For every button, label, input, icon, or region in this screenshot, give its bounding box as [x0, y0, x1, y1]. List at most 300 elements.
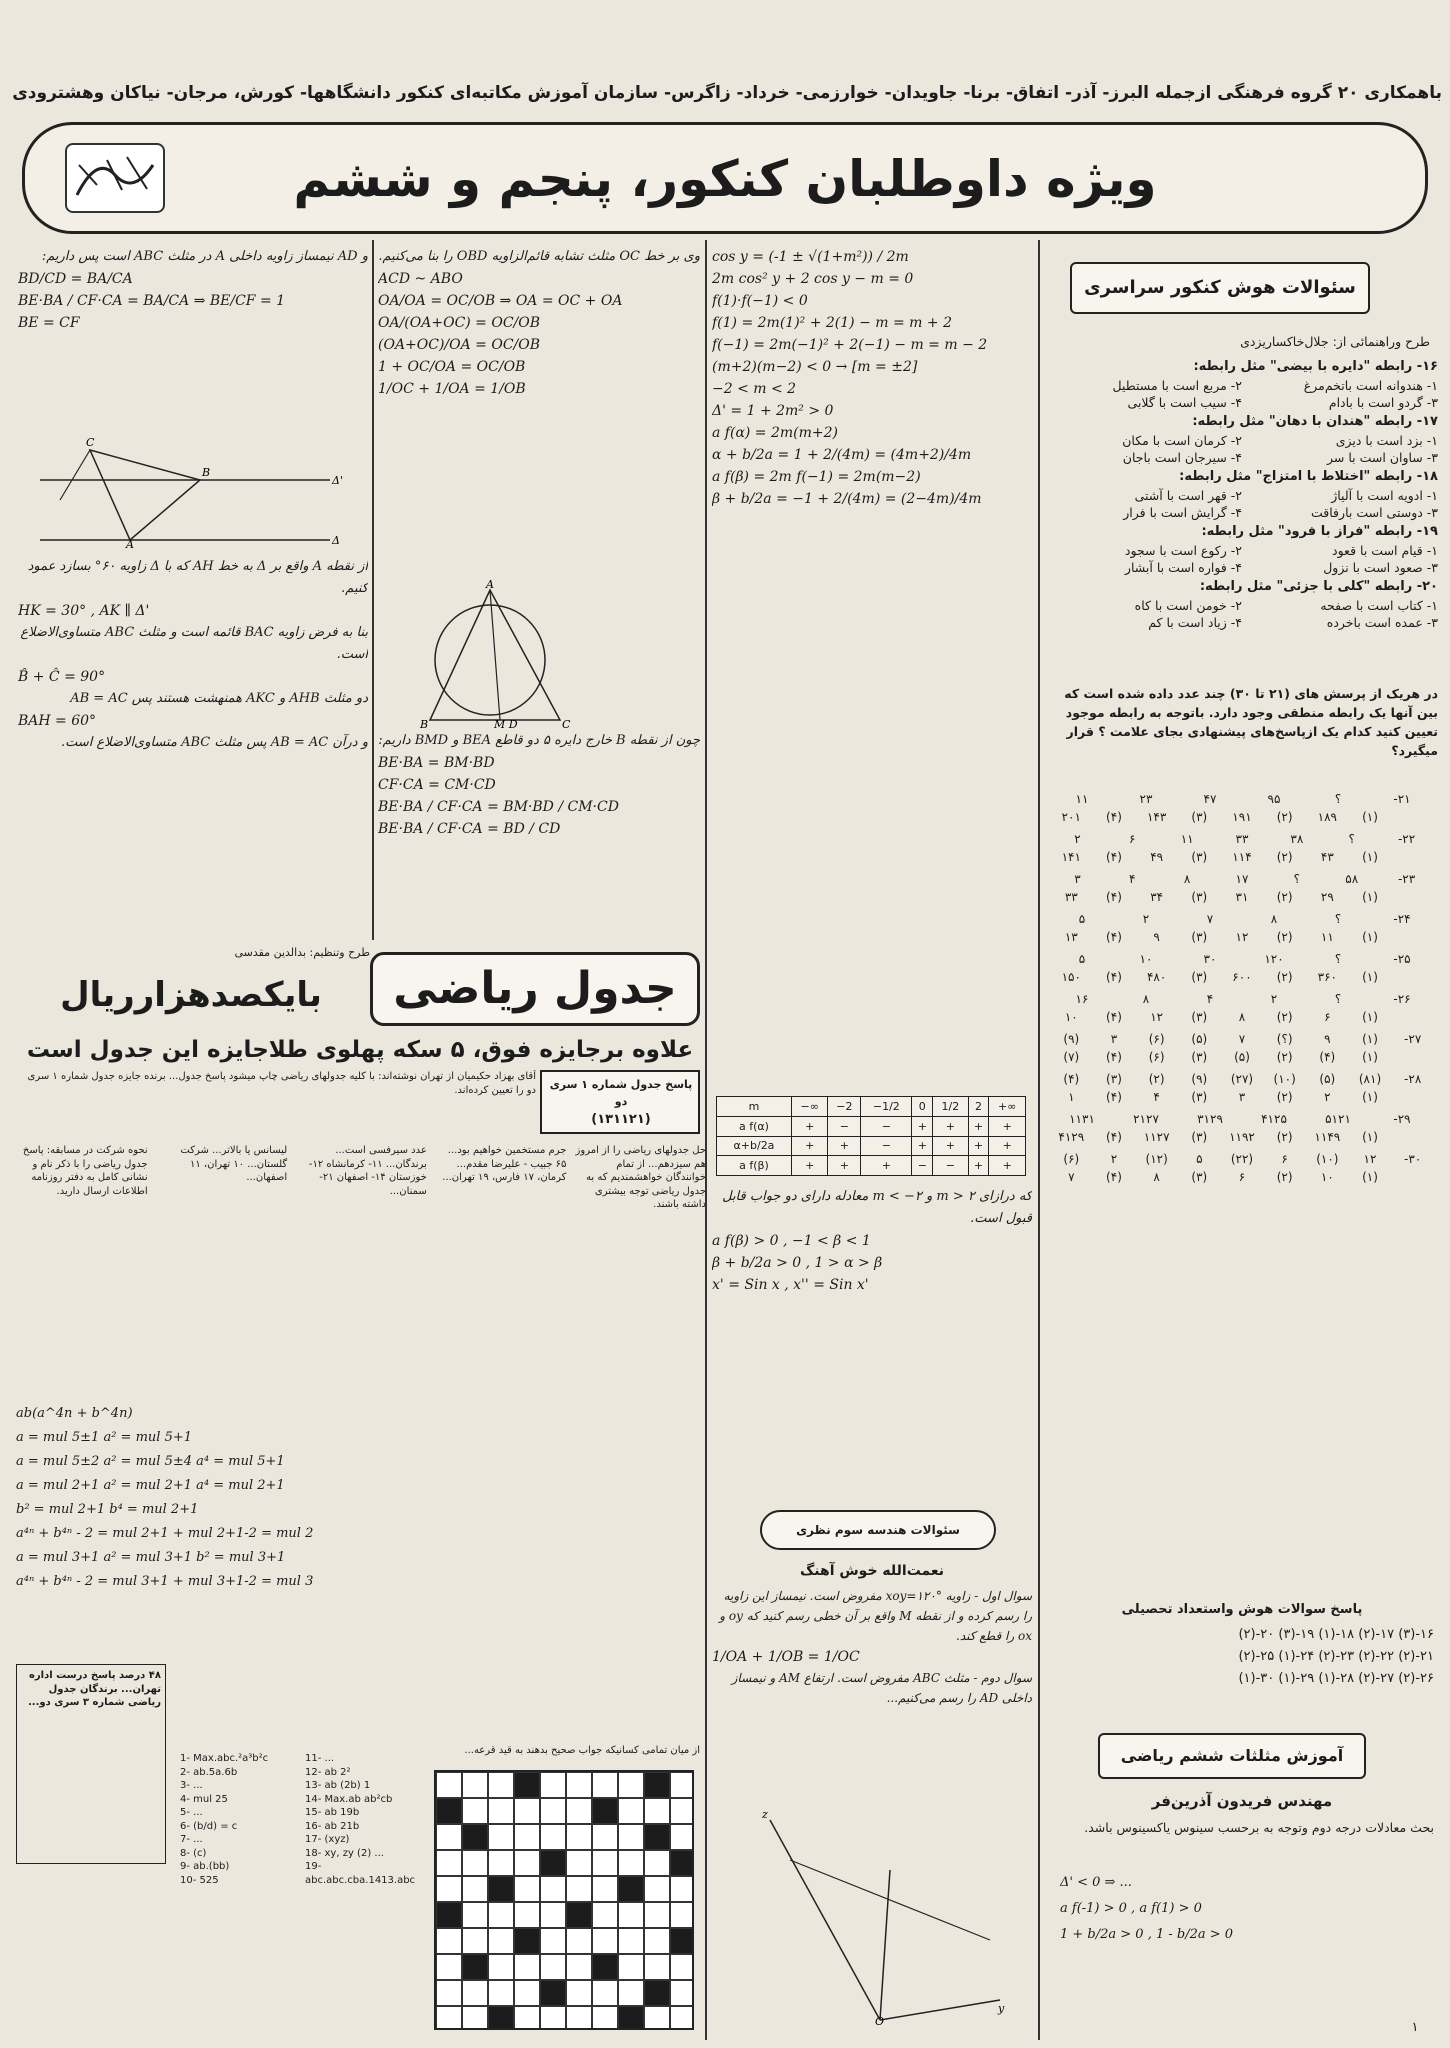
trig-lead: بحث معادلات درجه دوم وتوجه به برحسب سینوس یاکسینوس باشد. [1084, 1820, 1434, 1835]
crossword-cell[interactable] [436, 1876, 462, 1902]
crossword-cell[interactable] [644, 1954, 670, 1980]
answer-option: ۳- ساوان است با سر [1327, 450, 1438, 465]
crossword-cell[interactable] [644, 1798, 670, 1824]
crossword-cell[interactable] [618, 2006, 644, 2030]
number-cell [1391, 1008, 1434, 1026]
handwritten-solution-col2: وی بر خط OC مثلث تشابه قائم‌الزاویه OBD را بنا می‌کنیم. ACD ~ ABO OA/OA = OC/OB ⇒ OA = OC + OA OA/(OA+OC) = OC/OB (OA+OC)/OA = OC/OB 1 + OC/OA = OC/OB 1/OC + 1/OA = 1/OB [378, 249, 700, 397]
number-cell: ۴۹ [1150, 850, 1164, 864]
number-row [1046, 1048, 1438, 1066]
number-cell: (۴) [1106, 930, 1122, 944]
crossword-cell[interactable] [592, 2006, 618, 2030]
crossword-cell[interactable] [592, 1980, 618, 2006]
crossword-cell[interactable] [592, 1902, 618, 1928]
solution-line: a = mul 2+1 a² = mul 2+1 a⁴ = mul 2+1 [16, 1478, 285, 1493]
puzzle-prize: بایکصدهزارریال [60, 975, 322, 1015]
crossword-cell[interactable] [488, 1798, 514, 1824]
crossword-cell[interactable] [514, 1772, 540, 1798]
puzzle-title: جدول ریاضی [393, 963, 677, 1014]
question-text: ۱۶- رابطه "دایره با بیضی" مثل رابطه: [1193, 359, 1438, 374]
number-cell: (۱) [1362, 810, 1378, 824]
puzzle-answer-label: پاسخ جدول شماره ۱ سری دو [549, 1078, 693, 1108]
crossword-cell[interactable] [618, 1902, 644, 1928]
crossword-cell[interactable] [436, 1798, 462, 1824]
crossword-cell[interactable] [566, 1850, 592, 1876]
answer-option: ۳- دوستی است بارفاقت [1311, 505, 1438, 520]
clue: 5- ... [180, 1807, 203, 1818]
number-cell [1391, 968, 1434, 986]
number-row [1046, 1070, 1438, 1088]
crossword-cell[interactable] [436, 1928, 462, 1954]
number-cell: ۴۱۲۹ [1058, 1130, 1085, 1144]
crossword-cell[interactable] [566, 1798, 592, 1824]
number-cell: (۳) [1191, 1170, 1208, 1184]
svg-text:B: B [202, 466, 211, 479]
number-cell: (۲) [1276, 930, 1293, 944]
number-cell: (۱) [1362, 1090, 1378, 1104]
number-cell: ۲۴- [1393, 912, 1411, 926]
number-cell: ۳۰ [1203, 952, 1217, 966]
svg-text:C: C [562, 718, 571, 730]
crossword-cell[interactable] [540, 1850, 566, 1876]
clue: 15- ab 19b [305, 1807, 360, 1818]
number-cell: (۴) [1106, 970, 1122, 984]
number-cell [1391, 1088, 1434, 1106]
crossword-cell[interactable] [540, 1902, 566, 1928]
crossword-cell[interactable] [592, 1772, 618, 1798]
puzzle-winners-note: از میان تمامی کسانیکه جواب صحیح بدهند به قید قرعه... [464, 1745, 700, 1756]
svg-text:Δ: Δ [332, 534, 340, 547]
puzzle-subtitle: علاوه برجایزه فوق، ۵ سکه پهلوی طلاجایزه این جدول است [26, 1037, 694, 1063]
number-rows [1046, 790, 1438, 1270]
number-cell: ۴۸۰ [1146, 970, 1167, 984]
crossword-cell[interactable] [514, 1798, 540, 1824]
number-cell: ۲۶- [1393, 992, 1411, 1006]
number-row [1046, 1110, 1438, 1128]
svg-text:Δ': Δ' [332, 474, 343, 487]
number-cell: ۲۹- [1393, 1112, 1411, 1126]
number-cell: ۸ [1270, 912, 1278, 926]
crossword-cell[interactable] [644, 2006, 670, 2030]
crossword-cell[interactable] [592, 1798, 618, 1824]
geometry-circle-figure [390, 580, 590, 730]
number-row [1046, 990, 1438, 1008]
crossword-cell[interactable] [566, 1772, 592, 1798]
crossword-cell[interactable] [514, 2006, 540, 2030]
handwritten-solution-col3: cos y = (-1 ± √(1+m²)) / 2m 2m cos² y + 2 cos y − m = 0 f(1)·f(−1) < 0 f(1) = 2m(1)² + 2(1) − m = m + 2 f(−1) = 2m(−1)² + 2(−1) − m = m − 2 (m+2)(m−2) < 0 → [m = ±2] −2 < m < 2 Δ' = 1 + 2m² > 0 a f(α) = 2m(m+2) α + b/2a = 1 + 2/(4m) = (4m+2)/4m a f(β) = 2m f(−1) = 2m(m−2) β + b/2a = −1 + 2/(4m) = (2−4m)/4m [712, 249, 988, 507]
number-row [1046, 1008, 1438, 1026]
crossword-cell[interactable] [540, 1824, 566, 1850]
crossword-cell[interactable] [436, 1954, 462, 1980]
number-row [1046, 1088, 1438, 1106]
top-banner: باهمکاری ۲۰ گروه فرهنگی ازجمله البرز- آذر- اتفاق- برنا- جاویدان- خوارزمی- خرداد- زاگرس- سازمان آموزش مکاتبه‌ای کنکور دانشگاهها- کورش، مرجان- نیاکان وهشترودی [12, 83, 1442, 103]
crossword-cell[interactable] [488, 1824, 514, 1850]
crossword-cell[interactable] [670, 1850, 694, 1876]
svg-text:O: O [875, 2015, 885, 2028]
clue: 16- ab 21b [305, 1820, 360, 1832]
number-cell [1391, 1128, 1434, 1146]
number-cell: ۴ [1206, 992, 1214, 1006]
number-cell: (۴) [1106, 890, 1122, 904]
masthead [22, 122, 1428, 234]
number-row [1046, 950, 1438, 968]
number-row [1046, 848, 1438, 866]
number-cell: (۵) [1191, 1032, 1208, 1046]
clue: 12- ab 2² [305, 1766, 351, 1778]
crossword-cell[interactable] [540, 1928, 566, 1954]
crossword-cell[interactable] [488, 1928, 514, 1954]
number-cell: ۱۹۱ [1232, 810, 1252, 824]
number-cell: (۲) [1276, 850, 1293, 864]
number-cell: (۴) [1106, 1010, 1122, 1024]
answer-option: ۴- گرایش است با فرار [1123, 505, 1242, 520]
crossword-cell[interactable] [644, 1824, 670, 1850]
crossword-cell[interactable] [514, 1850, 540, 1876]
number-cell: ۱ [1068, 1090, 1075, 1104]
number-cell: (۵) [1234, 1050, 1250, 1064]
crossword-cell[interactable] [488, 2006, 514, 2030]
crossword-cell[interactable] [436, 1772, 462, 1798]
number-cell: (؟) [1276, 1032, 1293, 1046]
number-cell: (۱) [1362, 930, 1378, 944]
crossword-cell[interactable] [644, 1876, 670, 1902]
number-cell: (۲) [1148, 1072, 1165, 1086]
answer-key [1050, 1624, 1434, 1694]
number-cell: ۳۱ [1235, 890, 1249, 904]
iq-question [1046, 356, 1438, 411]
answer-option: ۱- بزد است با دیزی [1335, 433, 1438, 448]
number-cell: (۱۰) [1316, 1152, 1339, 1166]
crossword-cell[interactable] [514, 1902, 540, 1928]
clue: 14- Max.ab ab²cb [305, 1793, 393, 1805]
number-cell: ۲۷- [1404, 1032, 1422, 1046]
winners-notice: ۴۸ درصد پاسخ درست اداره تهران... برندگان جدول ریاضی شماره ۳ سری دو... [16, 1664, 166, 1864]
number-cell [1391, 888, 1434, 906]
number-cell: ۳۳ [1064, 890, 1078, 904]
number-cell: ۴۱۲۵ [1261, 1112, 1287, 1126]
crossword-grid [434, 1770, 694, 2030]
clue: 4- mul 25 [180, 1793, 228, 1805]
number-cell: (۲) [1276, 810, 1293, 824]
news-column: حل جدولهای ریاضی را از امروز هم سیزدهم... از تمام خوانندگان خواهشمندیم که به جدول ریاضی توجه بیشتری داشته باشند. [575, 1145, 706, 1210]
iq-solution-notes [1046, 1290, 1438, 1590]
logo-emblem-icon [67, 145, 163, 211]
number-cell: ۳۴ [1150, 890, 1164, 904]
answer-option: ۲- مربع است با مستطیل [1112, 378, 1242, 393]
iq-question [1046, 411, 1438, 466]
crossword-cell[interactable] [514, 1980, 540, 2006]
crossword-cell[interactable] [670, 1928, 694, 1954]
newspaper-logo [65, 143, 165, 213]
crossword-cell[interactable] [618, 1928, 644, 1954]
crossword-cell[interactable] [462, 1902, 488, 1928]
number-cell: ۱۱ [1075, 792, 1089, 806]
crossword-cell[interactable] [436, 1980, 462, 2006]
number-cell: (۲) [1276, 970, 1293, 984]
crossword-cell[interactable] [618, 1798, 644, 1824]
crossword-cell[interactable] [618, 1876, 644, 1902]
number-cell: ۴۷ [1203, 792, 1217, 806]
number-cell: ۵ [1078, 912, 1086, 926]
crossword-cell[interactable] [540, 1980, 566, 2006]
number-cell [1391, 1048, 1434, 1066]
number-cell: ۳ [1074, 872, 1081, 886]
number-cell: (۴) [1106, 1090, 1122, 1104]
number-cell [1391, 928, 1434, 946]
question-text: ۱۸- رابطه "اختلاط با امتزاج" مثل رابطه: [1179, 469, 1438, 484]
crossword-cell[interactable] [540, 1772, 566, 1798]
number-cell: (۳) [1191, 1050, 1208, 1064]
number-cell: (۴) [1106, 1170, 1122, 1184]
crossword-cell[interactable] [618, 1772, 644, 1798]
number-cell: (۲۷) [1230, 1072, 1254, 1086]
news-column: عدد سیرفسی است... برندگان... ۱۱- کرمانشاه ۱۲- خوزستان ۱۴- اصفهان ۲۱- سمنان... [308, 1145, 427, 1197]
clue: 10- 525 [180, 1874, 219, 1886]
crossword-cell[interactable] [488, 1902, 514, 1928]
crossword-cell[interactable] [514, 1954, 540, 1980]
number-cell: (۸۱) [1358, 1072, 1382, 1086]
number-cell: (۲۲) [1230, 1152, 1254, 1166]
solution-line: b² = mul 2+1 b⁴ = mul 2+1 [16, 1502, 199, 1517]
number-cell: ۲ [1110, 1152, 1118, 1166]
number-cell: (۴) [1106, 1050, 1122, 1064]
iq-author: طرح وراهنمائی از: جلال‌خاکساریزدی [1240, 334, 1430, 349]
crossword-cell[interactable] [462, 1824, 488, 1850]
news-column: جرم مستخمین خواهیم بود... ۶۵ جبیب - علیرضا مقدم... کرمان، ۱۷ فارس، ۱۹ تهران... [442, 1145, 567, 1183]
crossword-cell[interactable] [436, 1902, 462, 1928]
crossword-cell[interactable] [644, 1980, 670, 2006]
crossword-cell[interactable] [670, 2006, 694, 2030]
crossword-cell[interactable] [592, 1876, 618, 1902]
crossword-cell[interactable] [566, 1980, 592, 2006]
crossword-cell[interactable] [618, 1850, 644, 1876]
answer-option: ۴- زیاد است با کم [1148, 615, 1242, 630]
number-cell: ۲۰۱ [1061, 810, 1081, 824]
answer-key-row: ۲۶-(۲) ۲۷-(۲) ۲۸-(۱) ۲۹-(۱) ۳۰-(۱) [1238, 1671, 1434, 1686]
clue: 19- abc.abc.cba.1413.abc [305, 1861, 416, 1886]
number-cell: ۱۱۲۷ [1143, 1130, 1170, 1144]
answer-option: ۲- خومن است با کاه [1134, 598, 1242, 613]
number-cell: ۴ [1153, 1090, 1160, 1104]
crossword-cell[interactable] [462, 1876, 488, 1902]
column-rule [372, 240, 374, 940]
crossword-cell[interactable] [670, 1902, 694, 1928]
crossword-cell[interactable] [436, 1824, 462, 1850]
crossword-cell[interactable] [462, 1980, 488, 2006]
number-cell: (۳) [1106, 1072, 1122, 1086]
iq-title-box [1070, 262, 1370, 314]
number-cell: ۱۱ [1180, 832, 1194, 846]
news-columns [16, 1144, 706, 1394]
number-cell: ۱۸۹ [1317, 810, 1337, 824]
clue: 13- ab (2b) 1 [305, 1780, 371, 1791]
crossword-cell[interactable] [462, 1798, 488, 1824]
answer-option: ۱- هندوانه است باتخم‌مرغ [1303, 378, 1438, 393]
number-cell: (۵) [1319, 1072, 1336, 1086]
iq-question [1046, 521, 1438, 576]
puzzle-rules-text: آقای بهزاد حکیمیان از تهران نوشته‌اند: با کلیه جدولهای ریاضی چاپ میشود پاسخ جدول... برنده جایزه جدول شماره ۱ سری دو را تعیین کرده‌اند. [27, 1071, 536, 1096]
number-cell: ۱۰ [1320, 1170, 1334, 1184]
clue: 1- Max.abc.²a³b²c [180, 1753, 269, 1764]
number-cell: ۳۸ [1290, 832, 1304, 846]
answer-option: ۳- صعود است با نزول [1323, 560, 1438, 575]
crossword-cell[interactable] [488, 1876, 514, 1902]
number-cell: ۳۳ [1235, 832, 1249, 846]
answer-option: ۴- سیب است با گلابی [1127, 395, 1242, 410]
number-cell: ۱۱۴۹ [1314, 1130, 1341, 1144]
crossword-cell[interactable] [566, 1824, 592, 1850]
number-cell: ۲۸- [1404, 1072, 1422, 1086]
answer-option: ۱- کتاب است با صفحه [1320, 598, 1438, 613]
handwritten-solution-col3b: که درازای m > ۲ و m < −۲ معادله دارای دو جواب قابل قبول است. a f(β) > 0 , −1 < β < 1 β + b/2a > 0 , 1 > α > β x' = Sin x , x'' = Sin x' [712, 1189, 1032, 1293]
crossword-cell[interactable] [566, 1876, 592, 1902]
number-cell: ؟ [1334, 992, 1342, 1006]
number-cell: ۹ [1324, 1032, 1331, 1046]
number-cell: (۹) [1191, 1072, 1208, 1086]
number-cell: ۲۲- [1397, 832, 1416, 846]
number-cell: ۱۲ [1235, 930, 1249, 944]
crossword-cell[interactable] [592, 1954, 618, 1980]
crossword-cell[interactable] [670, 1798, 694, 1824]
crossword-cell[interactable] [592, 1850, 618, 1876]
number-cell: ۹ [1153, 930, 1160, 944]
number-cell: ۷ [1206, 912, 1214, 926]
answer-option: ۳- عمده است باخرده [1326, 615, 1438, 630]
crossword-cell[interactable] [592, 1824, 618, 1850]
number-cell: ؟ [1334, 792, 1342, 806]
number-cell: ۲۵- [1393, 952, 1411, 966]
geometry-line-figure [30, 430, 350, 550]
number-cell: (۲) [1276, 1050, 1293, 1064]
crossword-cell[interactable] [488, 1772, 514, 1798]
number-cell: (۴) [1106, 1130, 1122, 1144]
crossword-cell[interactable] [670, 1876, 694, 1902]
crossword-cell[interactable] [488, 1954, 514, 1980]
svg-text:z: z [762, 1808, 768, 1821]
crossword-cell[interactable] [670, 1980, 694, 2006]
crossword-cell[interactable] [566, 1954, 592, 1980]
crossword-cell[interactable] [566, 1902, 592, 1928]
number-cell: ۲۱- [1393, 792, 1411, 806]
sign-table: m −∞ −2 −1/2 0 1/2 2 +∞ a f(α) + − − + + + + α+b/2a + + − + + + + a f(β) + + + − − + + [716, 1096, 1026, 1176]
crossword-cell[interactable] [462, 1928, 488, 1954]
crossword-cell[interactable] [618, 1980, 644, 2006]
answer-key-row: ۱۶-(۳) ۱۷-(۲) ۱۸-(۱) ۱۹-(۳) ۲۰-(۲) [1238, 1627, 1434, 1642]
crossword-cell[interactable] [540, 1876, 566, 1902]
number-cell: (۱) [1362, 1170, 1378, 1184]
crossword-cell[interactable] [540, 1798, 566, 1824]
number-cell: (۳) [1191, 1010, 1208, 1024]
number-row [1046, 790, 1438, 808]
crossword-cell[interactable] [566, 2006, 592, 2030]
crossword-cell[interactable] [462, 1850, 488, 1876]
number-cell: ؟ [1334, 912, 1342, 926]
number-row [1046, 1030, 1438, 1048]
number-cell: (۱) [1362, 1050, 1378, 1064]
number-cell: ۶ [1129, 832, 1136, 846]
crossword-cell[interactable] [436, 1850, 462, 1876]
crossword-cell[interactable] [462, 1772, 488, 1798]
answer-key-title: پاسخ سوالات هوش واستعداد تحصیلی [1121, 1602, 1363, 1617]
geometry-author: نعمت‌الله خوش آهنگ [799, 1563, 945, 1579]
trig-author: مهندس فریدون آذرین‌فر [1151, 1792, 1333, 1810]
handwritten-solution-col1b: از نقطه A واقع بر Δ به خط AH که با Δ زاویه ۶۰° بسازد عمود کنیم. HK = 30° , AK ∥ Δ' بنا به فرض زاویه BAC قائمه است و مثلث ABC متساوی‌الاضلاع است. B̂ + Ĉ = 90° دو مثلث AHB و AKC همنهشت هستند پس AB = AC BAH = 60° و درآن AB = AC پس مثلث ABC متساوی‌الاضلاع است. [18, 559, 368, 750]
crossword-cell[interactable] [618, 1954, 644, 1980]
number-cell: (۴) [1106, 850, 1122, 864]
crossword-cell[interactable] [592, 1928, 618, 1954]
number-cell: ۶ [1238, 1170, 1246, 1184]
number-cell: (۲) [1276, 1010, 1293, 1024]
number-cell: ۲۹ [1320, 890, 1334, 904]
crossword-cell[interactable] [644, 1850, 670, 1876]
number-cell: ۱۱۹۲ [1229, 1130, 1255, 1144]
number-cell: (۴) [1319, 1050, 1336, 1064]
number-cell: ۶۰۰ [1232, 970, 1252, 984]
iq-title: سئوالات هوش کنکور سراسری [1084, 277, 1356, 298]
svg-text:A: A [126, 538, 134, 550]
clue: 3- ... [180, 1780, 203, 1791]
number-cell: ۸ [1238, 1010, 1246, 1024]
svg-text:M D: M D [494, 718, 518, 730]
number-cell: (۳) [1191, 810, 1208, 824]
puzzle-title-box [370, 952, 700, 1026]
crossword-cell[interactable] [514, 1928, 540, 1954]
crossword-cell[interactable] [644, 1902, 670, 1928]
crossword-cell[interactable] [488, 1850, 514, 1876]
crossword-cell[interactable] [540, 1954, 566, 1980]
answer-option: ۲- رکوع است با سجود [1124, 543, 1242, 558]
crossword-cell[interactable] [436, 2006, 462, 2030]
answer-option: ۴- فواره است با آبشار [1124, 560, 1242, 575]
number-cell: ۶ [1281, 1152, 1288, 1166]
number-cell: (۹) [1063, 1032, 1080, 1046]
trig-equation: Δ' < 0 ⇒ ... a f(-1) > 0 , a f(1) > 0 1 + b/2a > 0 , 1 - b/2a > 0 [1060, 1875, 1234, 1942]
number-cell: (۱) [1362, 970, 1378, 984]
crossword-cell[interactable] [514, 1876, 540, 1902]
crossword-cell[interactable] [566, 1928, 592, 1954]
puzzle-author: طرح وتنظیم: بدالدین مقدسی [234, 946, 370, 959]
answer-option: ۱- ادویه است با آلیاژ [1331, 488, 1438, 503]
clue: 6- (b/d) = c [180, 1820, 238, 1832]
crossword-cell[interactable] [488, 1980, 514, 2006]
solution-line: a = mul 5±1 a² = mul 5+1 [16, 1430, 193, 1445]
crossword-cell[interactable] [670, 1772, 694, 1798]
crossword-cell[interactable] [644, 1772, 670, 1798]
clue: 18- xy, zy (2) ... [305, 1847, 384, 1859]
crossword-cell[interactable] [644, 1928, 670, 1954]
crossword-cell[interactable] [514, 1824, 540, 1850]
number-cell: ۲۳ [1139, 792, 1153, 806]
number-cell: ۲ [1270, 992, 1278, 1006]
crossword-cell[interactable] [540, 2006, 566, 2030]
number-cell: ۱۱۴ [1232, 850, 1252, 864]
number-cell: ۱۴۳ [1146, 810, 1167, 824]
clue: 17- (xyz) [305, 1834, 350, 1845]
number-cell: ۱۳ [1064, 930, 1078, 944]
geometry-questions-box [760, 1510, 996, 1550]
crossword-cell[interactable] [670, 1824, 694, 1850]
clue: 9- ab.(bb) [180, 1861, 230, 1872]
masthead-title: ویژه داوطلبان کنکور، پنجم و ششم [293, 150, 1157, 208]
number-cell: (۳) [1191, 890, 1208, 904]
crossword-cell[interactable] [670, 1954, 694, 1980]
number-cell: ؟ [1293, 872, 1301, 886]
crossword-cell[interactable] [618, 1824, 644, 1850]
number-cell: ۲ [1074, 832, 1081, 846]
crossword-cell[interactable] [462, 2006, 488, 2030]
number-cell [1391, 848, 1434, 866]
number-cell: (۶) [1148, 1032, 1165, 1046]
crossword-cell[interactable] [462, 1954, 488, 1980]
